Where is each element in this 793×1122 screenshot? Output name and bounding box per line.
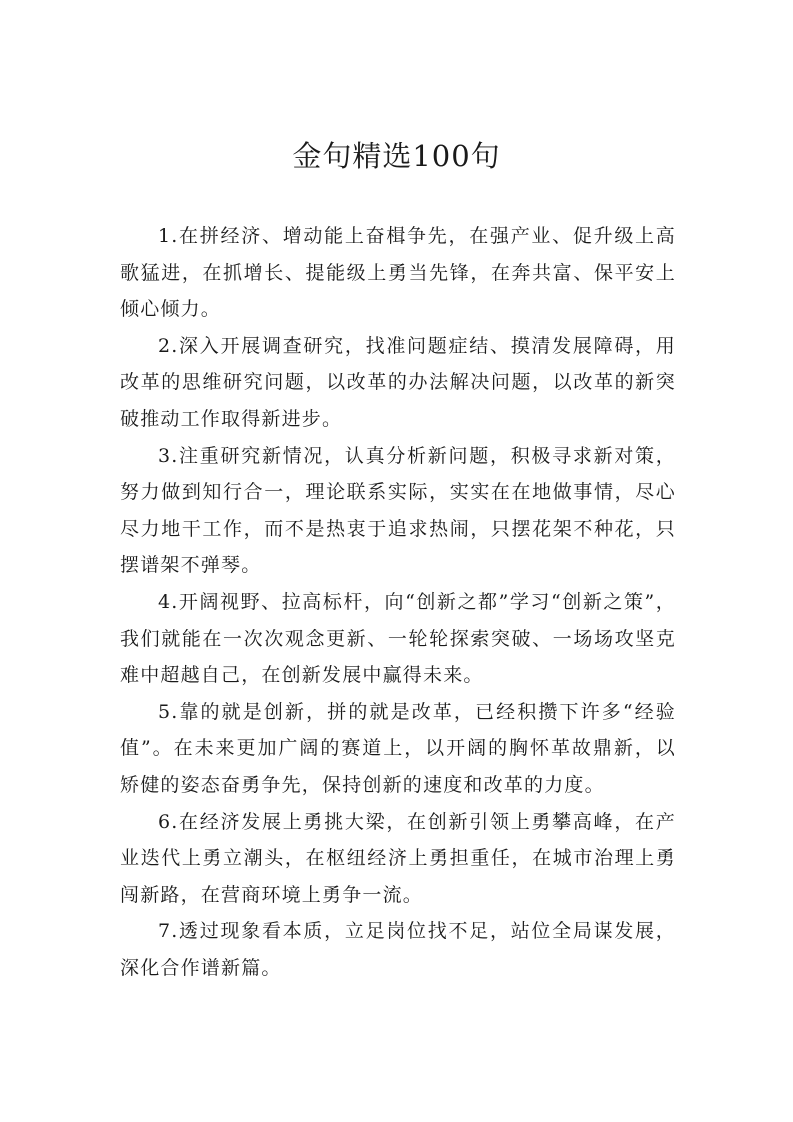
paragraph-2: 2.深入开展调查研究，找准问题症结、摸清发展障碍，用改革的思维研究问题，以改革的办法解决问题，以改革的新突破推动工作取得新进步。	[120, 334, 676, 430]
paragraph-7: 7.透过现象看本质，立足岗位找不足，站位全局谋发展，深化合作谱新篇。	[120, 920, 676, 979]
paragraph-6: 6.在经济发展上勇挑大梁，在创新引领上勇攀高峰，在产业迭代上勇立潮头，在枢纽经济上勇担重任，在城市治理上勇闯新路，在营商环境上勇争一流。	[120, 810, 676, 906]
document-title: 金句精选100句	[292, 139, 501, 173]
paragraph-3: 3.注重研究新情况，认真分析新问题，积极寻求新对策，努力做到知行合一，理论联系实际，实实在在地做事情，尽心尽力地干工作，而不是热衷于追求热闹，只摆花架不种花，只摆谱架不弹琴。	[120, 444, 676, 577]
paragraph-1: 1.在拼经济、增动能上奋楫争先，在强产业、促升级上高歌猛进，在抓增长、提能级上勇当先锋，在奔共富、保平安上倾心倾力。	[120, 225, 676, 321]
paragraph-4: 4.开阔视野、拉高标杆，向“创新之都”学习“创新之策”，我们就能在一次次观念更新、一轮轮探索突破、一场场攻坚克难中超越自己，在创新发展中赢得未来。	[120, 590, 676, 687]
paragraph-5: 5.靠的就是创新，拼的就是改革，已经积攒下许多“经验值”。在未来更加广阔的赛道上，以开阔的胸怀革故鼎新，以矫健的姿态奋勇争先，保持创新的速度和改革的力度。	[120, 700, 676, 796]
document-body	[120, 218, 676, 986]
